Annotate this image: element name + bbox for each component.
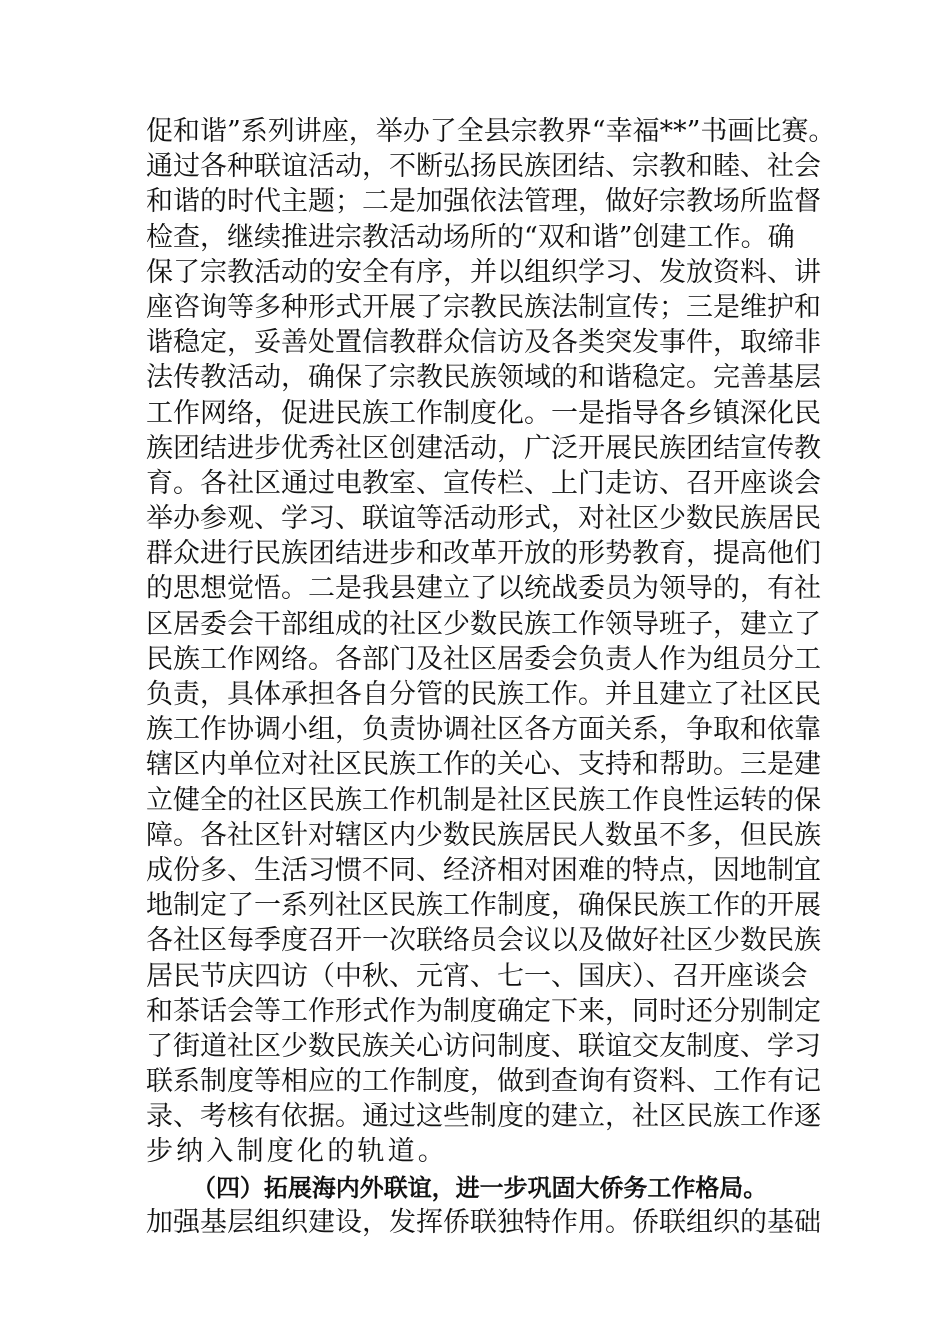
text-line: 促和谐”系列讲座，举办了全县宗教界“幸福**”书画比赛。 (146, 116, 836, 147)
text-line: 族团结进步优秀社区创建活动，广泛开展民族团结宣传教 (146, 432, 821, 464)
text-line: 谐稳定，妥善处置信教群众信访及各类突发事件，取缔非 (146, 327, 821, 359)
text-line: 立健全的社区民族工作机制是社区民族工作良性运转的保 (146, 784, 821, 816)
text-line: 辖区内单位对社区民族工作的关心、支持和帮助。三是建 (146, 749, 821, 781)
text-line: 障。各社区针对辖区内少数民族居民人数虽不多，但民族 (146, 819, 821, 851)
text-line: 成份多、生活习惯不同、经济相对困难的特点，因地制宜 (146, 854, 821, 886)
text-line: 检查，继续推进宗教活动场所的“双和谐”创建工作。确 (146, 221, 795, 253)
text-line: 地制定了一系列社区民族工作制度，确保民族工作的开展 (146, 890, 821, 922)
text-line: 群众进行民族团结进步和改革开放的形势教育，提高他们 (146, 538, 821, 570)
text-line: 族工作协调小组，负责协调社区各方面关系，争取和依靠 (146, 714, 821, 746)
text-line: 座咨询等多种形式开展了宗教民族法制宣传；三是维护和 (146, 291, 821, 323)
text-line: 步纳入制度化的轨道。 (146, 1136, 448, 1168)
text-line: 居民节庆四访（中秋、元宵、七一、国庆）、召开座谈会 (146, 960, 808, 992)
text-line: 工作网络，促进民族工作制度化。一是指导各乡镇深化民 (146, 397, 821, 429)
text-line: 了街道社区少数民族关心访问制度、联谊交友制度、学习 (146, 1030, 821, 1062)
text-line: 负责，具体承担各自分管的民族工作。并且建立了社区民 (146, 679, 821, 710)
text-line: 的思想觉悟。二是我县建立了以统战委员为领导的，有社 (146, 573, 821, 605)
text-line: 联系制度等相应的工作制度，做到查询有资料、工作有记 (146, 1066, 821, 1098)
body-text (146, 114, 836, 1240)
text-line: 法传教活动，确保了宗教民族领域的和谐稳定。完善基层 (146, 362, 821, 394)
section-heading: （四）拓展海内外联谊，进一步巩固大侨务工作格局。 (192, 1172, 768, 1202)
text-line: 加强基层组织建设，发挥侨联独特作用。侨联组织的基础 (146, 1206, 821, 1238)
text-line: 区居委会干部组成的社区少数民族工作领导班子，建立了 (146, 608, 821, 640)
text-line: 民族工作网络。各部门及社区居委会负责人作为组员分工 (146, 643, 821, 675)
text-line: 举办参观、学习、联谊等活动形式，对社区少数民族居民 (146, 503, 821, 535)
text-line: 各社区每季度召开一次联络员会议以及做好社区少数民族 (146, 925, 821, 957)
text-line: 通过各种联谊活动，不断弘扬民族团结、宗教和睦、社会 (146, 151, 821, 183)
text-line: 保了宗教活动的安全有序，并以组织学习、发放资料、讲 (146, 256, 821, 288)
text-line: 育。各社区通过电教室、宣传栏、上门走访、召开座谈会 (146, 467, 821, 499)
text-line: 和谐的时代主题；二是加强依法管理，做好宗教场所监督 (146, 186, 821, 218)
text-line: 和茶话会等工作形式作为制度确定下来，同时还分别制定 (146, 995, 821, 1027)
text-line: 录、考核有依据。通过这些制度的建立，社区民族工作逐 (146, 1101, 821, 1133)
